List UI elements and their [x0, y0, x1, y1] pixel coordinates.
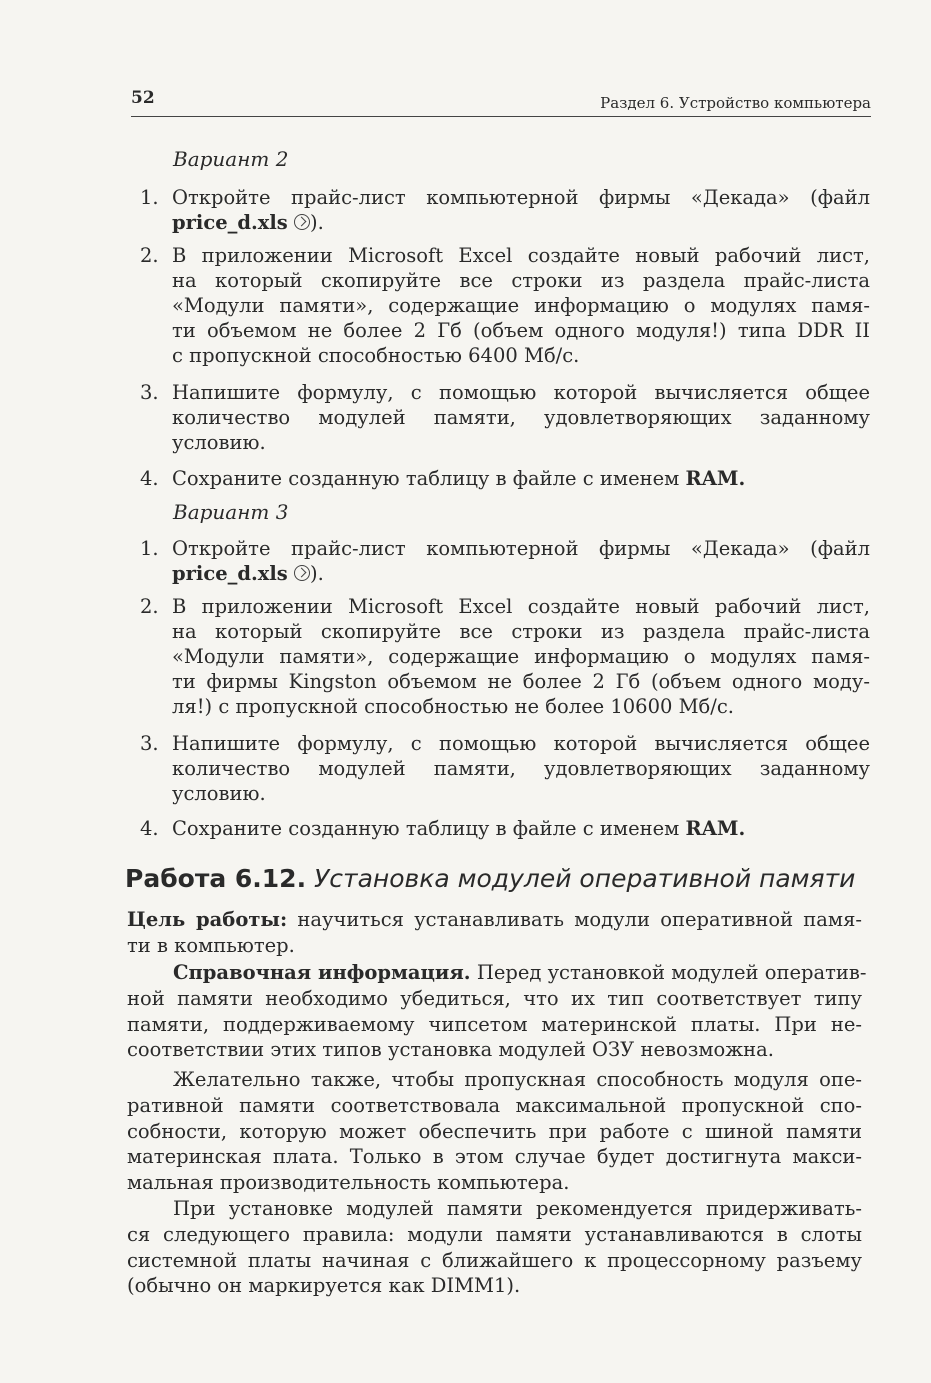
- item-line: на который скопируйте все строки из раздела прайс-листа: [172, 620, 870, 643]
- disk-icon: [294, 214, 310, 230]
- item-number: 3.: [140, 381, 159, 404]
- item-line: [172, 816, 870, 841]
- reference-label: Справочная информация.: [173, 961, 471, 984]
- variant-3-title: Вариант 3: [173, 500, 289, 524]
- item-line: Напишите формулу, с помощью которой вычисляется общее: [172, 732, 870, 755]
- para-text: научиться устанавливать модули оперативной памя-: [297, 908, 862, 931]
- list-item: [140, 466, 870, 491]
- list-item: [140, 731, 870, 806]
- item-line: условию.: [172, 782, 266, 805]
- item-number: 2.: [140, 595, 159, 618]
- file-closing: ).: [309, 211, 324, 234]
- running-head: Раздел 6. Устройство компьютера: [600, 94, 871, 112]
- para-line: собности, которую может обеспечить при работе с шиной памяти: [127, 1119, 862, 1143]
- item-line: Напишите формулу, с помощью которой вычисляется общее: [172, 381, 870, 404]
- para-text: Перед установкой модулей оператив-: [476, 961, 867, 984]
- para-line: ся следующего правила: модули памяти устанавливаются в слоты: [127, 1222, 862, 1246]
- item-line: условию.: [172, 431, 266, 454]
- variant-2-title: Вариант 2: [173, 147, 289, 171]
- goal-label: Цель работы:: [127, 908, 288, 931]
- page-header: [131, 86, 871, 117]
- page-number: 52: [131, 88, 155, 108]
- para-line: системной платы начиная с ближайшего к процессорному разъему: [127, 1248, 862, 1272]
- item-line: ля!) с пропускной способностью не более 10600 Мб/с.: [172, 695, 734, 718]
- item-line: Откройте прайс-лист компьютерной фирмы «Декада» (файл: [172, 186, 870, 209]
- para-line: Желательно также, чтобы пропускная способность модуля опе-: [173, 1068, 862, 1091]
- item-number: 4.: [140, 467, 159, 490]
- section-number: Работа 6.12.: [125, 864, 307, 893]
- list-item: [140, 816, 870, 841]
- item-line: В приложении Microsoft Excel создайте новый рабочий лист,: [172, 595, 870, 618]
- item-number: 2.: [140, 244, 159, 267]
- para-line: ративной памяти соответствовала максимальной пропускной спо-: [127, 1093, 862, 1117]
- para-line: [127, 960, 867, 986]
- reference-paragraph: [127, 960, 867, 1063]
- item-line: ти фирмы Kingston объемом не более 2 Гб (объем одного моду-: [172, 670, 870, 693]
- para-line: При установке модулей памяти рекомендуется придерживать-: [173, 1197, 862, 1220]
- para-line: ной памяти необходимо убедиться, что их тип соответствует типу: [127, 986, 862, 1010]
- para-line: [127, 907, 862, 933]
- file-closing: ).: [309, 562, 324, 585]
- item-line: ти объемом не более 2 Гб (объем одного модуля!) типа DDR II: [172, 319, 870, 342]
- list-item: [140, 536, 870, 586]
- item-number: 4.: [140, 817, 159, 840]
- body-paragraph: [127, 1067, 862, 1196]
- body-paragraph: [127, 1196, 862, 1299]
- item-number: 3.: [140, 732, 159, 755]
- para-line: мальная производительность компьютера.: [127, 1171, 570, 1195]
- item-line: количество модулей памяти, удовлетворяющих заданному: [172, 406, 870, 429]
- item-line: на который скопируйте все строки из раздела прайс-листа: [172, 269, 870, 292]
- para-line: материнская плата. Только в этом случае будет достигнута макси-: [127, 1145, 862, 1169]
- item-line: В приложении Microsoft Excel создайте новый рабочий лист,: [172, 244, 870, 267]
- item-number: 1.: [140, 537, 159, 560]
- para-line: памяти, поддерживаемому чипсетом материнской платы. При не-: [127, 1012, 862, 1036]
- item-line: [172, 210, 870, 235]
- item-line: количество модулей памяти, удовлетворяющих заданному: [172, 757, 870, 780]
- list-item: [140, 185, 870, 235]
- list-item: [140, 380, 870, 455]
- file-name: RAM.: [685, 817, 746, 840]
- goal-paragraph: [127, 907, 862, 959]
- item-line: «Модули памяти», содержащие информацию о модулях памя-: [172, 294, 870, 317]
- file-name: price_d.xls: [172, 211, 288, 234]
- para-line: (обычно он маркируется как DIMM1).: [127, 1274, 521, 1298]
- file-name: RAM.: [685, 467, 746, 490]
- item-text: Сохраните созданную таблицу в файле с именем: [172, 467, 680, 490]
- file-name: price_d.xls: [172, 562, 288, 585]
- section-name: Установка модулей оперативной памяти: [314, 864, 856, 893]
- para-line: соответствии этих типов установка модулей ОЗУ невозможна.: [127, 1038, 775, 1062]
- section-heading: [125, 864, 855, 893]
- item-line: [172, 466, 870, 491]
- item-line: Откройте прайс-лист компьютерной фирмы «Декада» (файл: [172, 537, 870, 560]
- item-line: с пропускной способностью 6400 Мб/с.: [172, 344, 580, 367]
- para-line: ти в компьютер.: [127, 933, 295, 957]
- item-line: «Модули памяти», содержащие информацию о модулях памя-: [172, 645, 870, 668]
- disk-icon: [294, 565, 310, 581]
- item-number: 1.: [140, 186, 159, 209]
- item-line: [172, 561, 870, 586]
- list-item: [140, 594, 870, 719]
- item-text: Сохраните созданную таблицу в файле с именем: [172, 817, 680, 840]
- list-item: [140, 243, 870, 368]
